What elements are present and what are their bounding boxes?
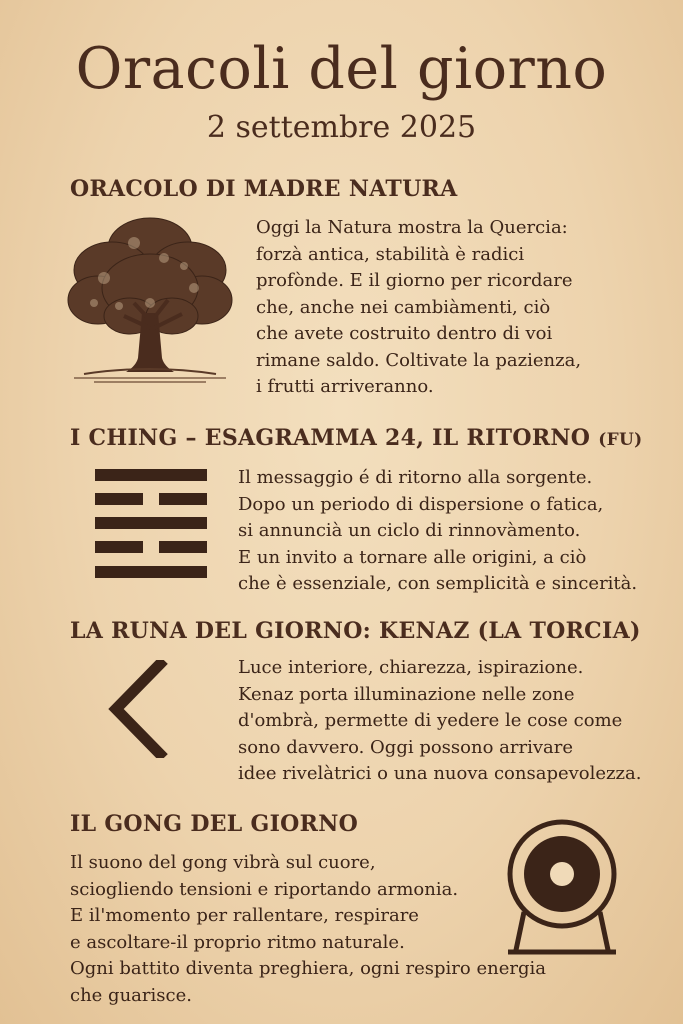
text-line: sciogliendo tensioni e riportando armonia. [70, 878, 459, 900]
text-line: rimane saldo. Coltivate la pazienza, [256, 349, 582, 371]
oak-tree-icon [64, 208, 236, 386]
text-line: idee rivelàtrici o una nuova consapevolezza. [238, 763, 642, 784]
page-title: Oracoli del giorno [75, 36, 608, 102]
text-line: che è essenziale, con semplicità e sincerità. [238, 573, 638, 594]
section-heading-iching [70, 424, 642, 454]
text-line: sono davvero. Oggi possono arrivare [238, 736, 573, 758]
section-heading-nature: ORACOLO DI MADRE NATURA [70, 176, 458, 202]
text-line: Il suono del gong vibrà sul cuore, [70, 852, 376, 873]
section-text-nature [256, 215, 581, 401]
text-line: Oggi la Natura mostra la Quercia: [256, 217, 568, 238]
heading-suffix: (FU) [598, 430, 643, 450]
section-text-iching [238, 465, 637, 598]
section-text-rune [238, 655, 641, 788]
text-line: E un invito a tornare alle origini, a ciò [238, 546, 587, 568]
text-line: che, anche nei cambiàmenti, ciò [256, 296, 551, 318]
heading-main: I CHING – ESAGRAMMA 24, IL RITORNO [70, 425, 591, 451]
page-date: 2 settembre 2025 [206, 110, 477, 145]
text-line: d'ombrà, permette di yedere le cose come [238, 710, 623, 731]
text-line: Luce interiore, chiarezza, ispirazione. [238, 657, 584, 678]
text-line: E il'momento per rallentare, respirare [70, 905, 419, 926]
text-line: forzà antica, stabilità è radici [256, 243, 525, 265]
text-line: Ogni battito diventa preghiera, ogni respiro energia [70, 958, 546, 979]
text-line: Dopo un periodo di dispersione o fatica, [238, 493, 604, 515]
text-line: profònde. E il giorno per ricordare [256, 270, 573, 291]
hexagram-24-icon [95, 469, 207, 581]
text-line: che guarisce. [70, 984, 192, 1006]
text-line: si annuncià un ciclo di rinnovàmento. [238, 520, 581, 541]
text-line: Il messaggio é di ritorno alla sorgente. [238, 467, 593, 488]
text-line: che avete costruito dentro di voi [256, 323, 553, 344]
kenaz-rune-icon [106, 660, 168, 758]
section-heading-rune: LA RUNA DEL GIORNO: KENAZ (LA TORCIA) [70, 618, 641, 644]
section-heading-gong: IL GONG DEL GIORNO [70, 811, 359, 837]
section-text-gong [70, 850, 546, 1009]
text-line: e ascoltare-il proprio ritmo naturale. [70, 931, 405, 953]
text-line: i frutti arriveranno. [256, 376, 434, 397]
text-line: Kenaz porta illuminazione nelle zone [238, 683, 575, 705]
